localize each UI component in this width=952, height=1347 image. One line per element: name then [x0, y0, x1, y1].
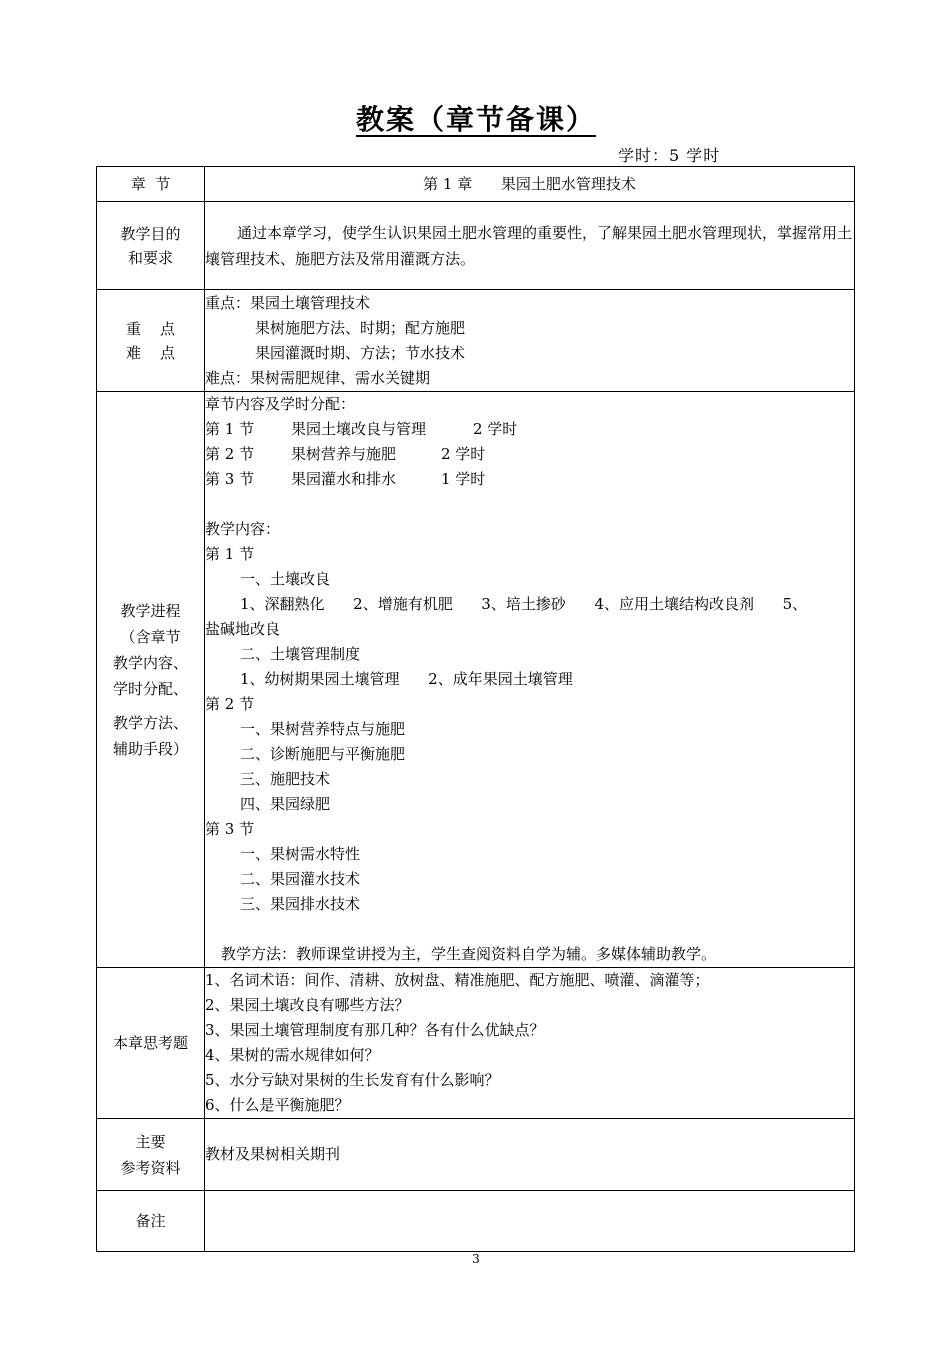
question-item: 6、什么是平衡施肥？ — [205, 1096, 350, 1114]
section-heading: 第 3 节 — [205, 820, 255, 838]
alloc-hours: 1 学时 — [441, 470, 486, 488]
key-points-row — [97, 290, 855, 392]
questions-row — [97, 968, 855, 1119]
remarks-label: 备注 — [97, 1191, 205, 1252]
section-subitem: 1、深翻熟化 2、增施有机肥 3、培土掺砂 4、应用土壤结构改良剂 5、 — [240, 595, 808, 613]
key-points-label-line: 难 点 — [125, 343, 176, 362]
process-label-line: 教学进程 — [120, 601, 181, 620]
teaching-method: 教学方法：教师课堂讲授为主，学生查阅资料自学为辅。多媒体辅助教学。 — [221, 945, 717, 963]
references-row — [97, 1119, 855, 1191]
alloc-row — [205, 417, 854, 442]
question-item: 2、果园土壤改良有哪些方法？ — [205, 996, 410, 1014]
process-row — [97, 392, 855, 968]
objectives-label-line: 教学目的 — [120, 224, 181, 243]
section-heading: 第 1 节 — [205, 545, 255, 563]
alloc-name: 果树营养与施肥 — [291, 445, 397, 463]
remarks-text — [205, 1191, 855, 1252]
alloc-hours: 2 学时 — [473, 420, 518, 438]
section-item: 二、土壤管理制度 — [240, 645, 361, 663]
question-item: 1、名词术语：间作、清耕、放树盘、精准施肥、配方施肥、喷灌、滴灌等； — [205, 971, 710, 989]
section-item: 三、施肥技术 — [240, 770, 331, 788]
questions-label: 本章思考题 — [97, 968, 205, 1119]
question-item: 5、水分亏缺对果树的生长发育有什么影响？ — [205, 1071, 500, 1089]
chapter-row — [97, 167, 855, 202]
process-label-line: 教学内容、 — [112, 653, 188, 672]
alloc-section: 第 1 节 — [205, 420, 255, 438]
process-label-line: （含章节 — [120, 627, 181, 646]
alloc-section: 第 3 节 — [205, 470, 255, 488]
alloc-section: 第 2 节 — [205, 445, 255, 463]
question-item: 3、果园土壤管理制度有那几种？各有什么优缺点？ — [205, 1021, 545, 1039]
process-label — [97, 392, 205, 968]
key-points-content — [205, 290, 855, 392]
page-number: 3 — [472, 1252, 480, 1266]
key-points-label-line: 重 点 — [125, 319, 176, 338]
alloc-hours: 2 学时 — [441, 445, 486, 463]
key-points-label — [97, 290, 205, 392]
key-point-line: 重点：果园土壤管理技术 — [205, 293, 371, 312]
references-label-line: 主要 — [135, 1132, 166, 1151]
process-content — [205, 392, 855, 968]
objectives-text: 通过本章学习，使学生认识果园土肥水管理的重要性，了解果园土肥水管理现状，掌握常用土壤管理技术、施肥方法及常用灌溉方法。 — [205, 223, 853, 268]
alloc-heading: 章节内容及学时分配： — [205, 395, 356, 413]
remarks-row — [97, 1191, 855, 1252]
objectives-row — [97, 202, 855, 290]
section-item: 二、果园灌水技术 — [240, 870, 361, 888]
chapter-value: 第 1 章 果园土肥水管理技术 — [205, 167, 855, 202]
references-label — [97, 1119, 205, 1191]
lesson-plan-table — [96, 166, 855, 1252]
difficulty-line: 难点：果树需肥规律、需水关键期 — [205, 368, 431, 387]
process-label-line: 学时分配、 — [112, 679, 188, 698]
section-item: 一、果树需水特性 — [240, 845, 361, 863]
section-subitem: 1、幼树期果园土壤管理 2、成年果园土壤管理 — [240, 670, 573, 688]
section-item: 一、果树营养特点与施肥 — [240, 720, 406, 738]
process-label-line: 教学方法、 — [112, 713, 188, 732]
objectives-label-line: 和要求 — [127, 248, 173, 267]
section-subitem: 盐碱地改良 — [205, 620, 281, 638]
objectives-content — [205, 202, 855, 290]
chapter-label: 章 节 — [97, 167, 205, 202]
references-label-line: 参考资料 — [120, 1158, 181, 1177]
alloc-row — [205, 467, 854, 492]
alloc-name: 果园灌水和排水 — [291, 470, 397, 488]
questions-content — [205, 968, 855, 1119]
section-heading: 第 2 节 — [205, 695, 255, 713]
alloc-name: 果园土壤改良与管理 — [291, 420, 427, 438]
section-item: 三、果园排水技术 — [240, 895, 361, 913]
section-item: 二、诊断施肥与平衡施肥 — [240, 745, 406, 763]
process-label-line: 辅助手段） — [112, 739, 188, 758]
question-item: 4、果树的需水规律如何？ — [205, 1046, 380, 1064]
page-title — [0, 98, 952, 138]
key-point-line: 果树施肥方法、时期；配方施肥 — [255, 318, 466, 337]
alloc-row — [205, 442, 854, 467]
content-heading: 教学内容： — [205, 520, 281, 538]
hours-label: 学时：5 学时 — [618, 146, 721, 165]
objectives-label — [97, 202, 205, 290]
references-text: 教材及果树相关期刊 — [205, 1119, 855, 1191]
page-title-text: 教案（章节备课） — [355, 103, 596, 136]
section-item: 一、土壤改良 — [240, 570, 331, 588]
section-item: 四、果园绿肥 — [240, 795, 331, 813]
key-point-line: 果园灌溉时期、方法；节水技术 — [255, 343, 466, 362]
